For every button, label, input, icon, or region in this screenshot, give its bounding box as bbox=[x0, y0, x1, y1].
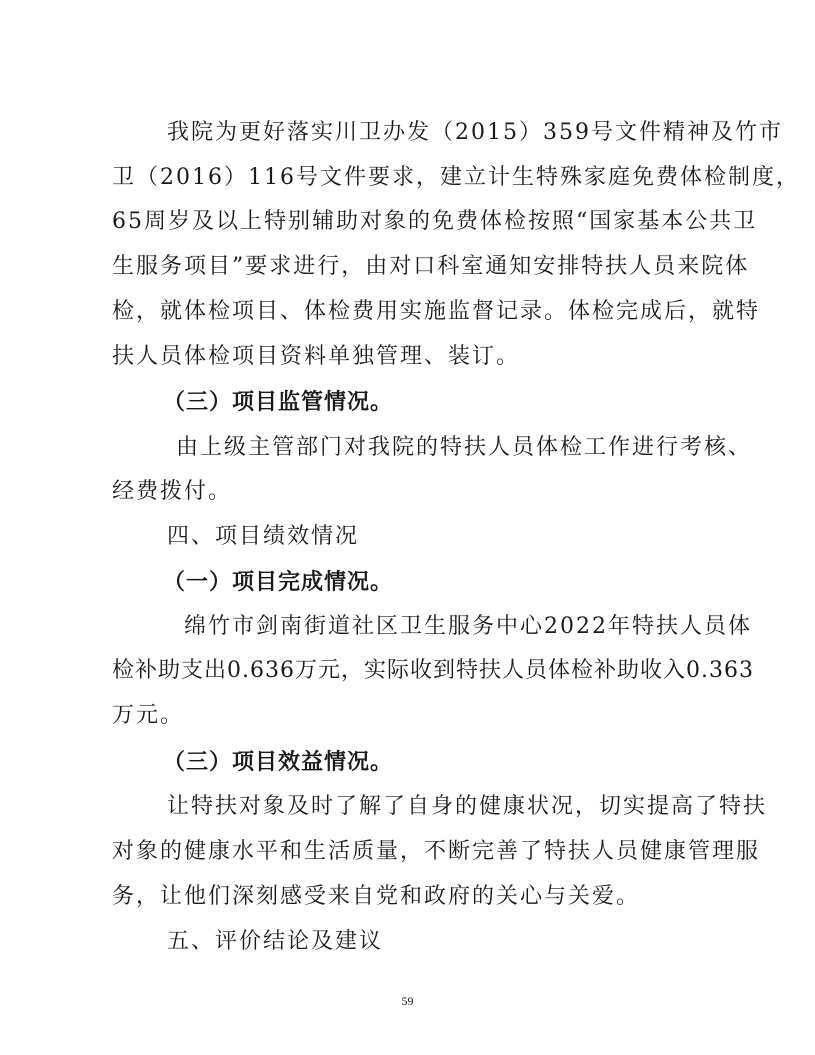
chapter-heading: 四、项目绩效情况 bbox=[167, 524, 360, 549]
page-number: 59 bbox=[401, 994, 414, 1008]
section-heading: （三）项目监管情况。 bbox=[163, 389, 394, 415]
section-heading: （三）项目效益情况。 bbox=[163, 749, 394, 775]
paragraph-line: 经费拨付。 bbox=[112, 479, 233, 504]
paragraph-line: 生服务项目”要求进行，由对口科室通知安排特扶人员来院体 bbox=[112, 254, 750, 279]
paragraph-line: 扶人员体检项目资料单独管理、装订。 bbox=[112, 344, 521, 369]
paragraph-line: 务，让他们深刻感受来自党和政府的关心与关爱。 bbox=[112, 884, 641, 909]
paragraph-line: 对象的健康水平和生活质量，不断完善了特扶人员健康管理服 bbox=[112, 839, 761, 864]
paragraph-line: 让特扶对象及时了解了自身的健康状况，切实提高了特扶 bbox=[167, 794, 768, 819]
paragraph-line: 检，就体检项目、体检费用实施监督记录。体检完成后，就特 bbox=[112, 299, 761, 324]
paragraph-line: 绵竹市剑南街道社区卫生服务中心2022年特扶人员体 bbox=[184, 614, 752, 639]
paragraph-line: 由上级主管部门对我院的特扶人员体检工作进行考核、 bbox=[176, 435, 753, 460]
paragraph-line: 65周岁及以上特别辅助对象的免费体检按照“国家基本公共卫 bbox=[112, 209, 758, 234]
paragraph-line: 万元。 bbox=[112, 703, 185, 728]
chapter-heading: 五、评价结论及建议 bbox=[167, 929, 384, 954]
paragraph-line: 检补助支出0.636万元，实际收到特扶人员体检补助收入0.363 bbox=[112, 658, 754, 683]
paragraph-line: 我院为更好落实川卫办发（2015）359号文件精神及竹市 bbox=[167, 120, 783, 145]
section-heading: （一）项目完成情况。 bbox=[163, 569, 394, 595]
paragraph-line: 卫（2016）116号文件要求，建立计生特殊家庭免费体检制度， bbox=[112, 165, 800, 190]
